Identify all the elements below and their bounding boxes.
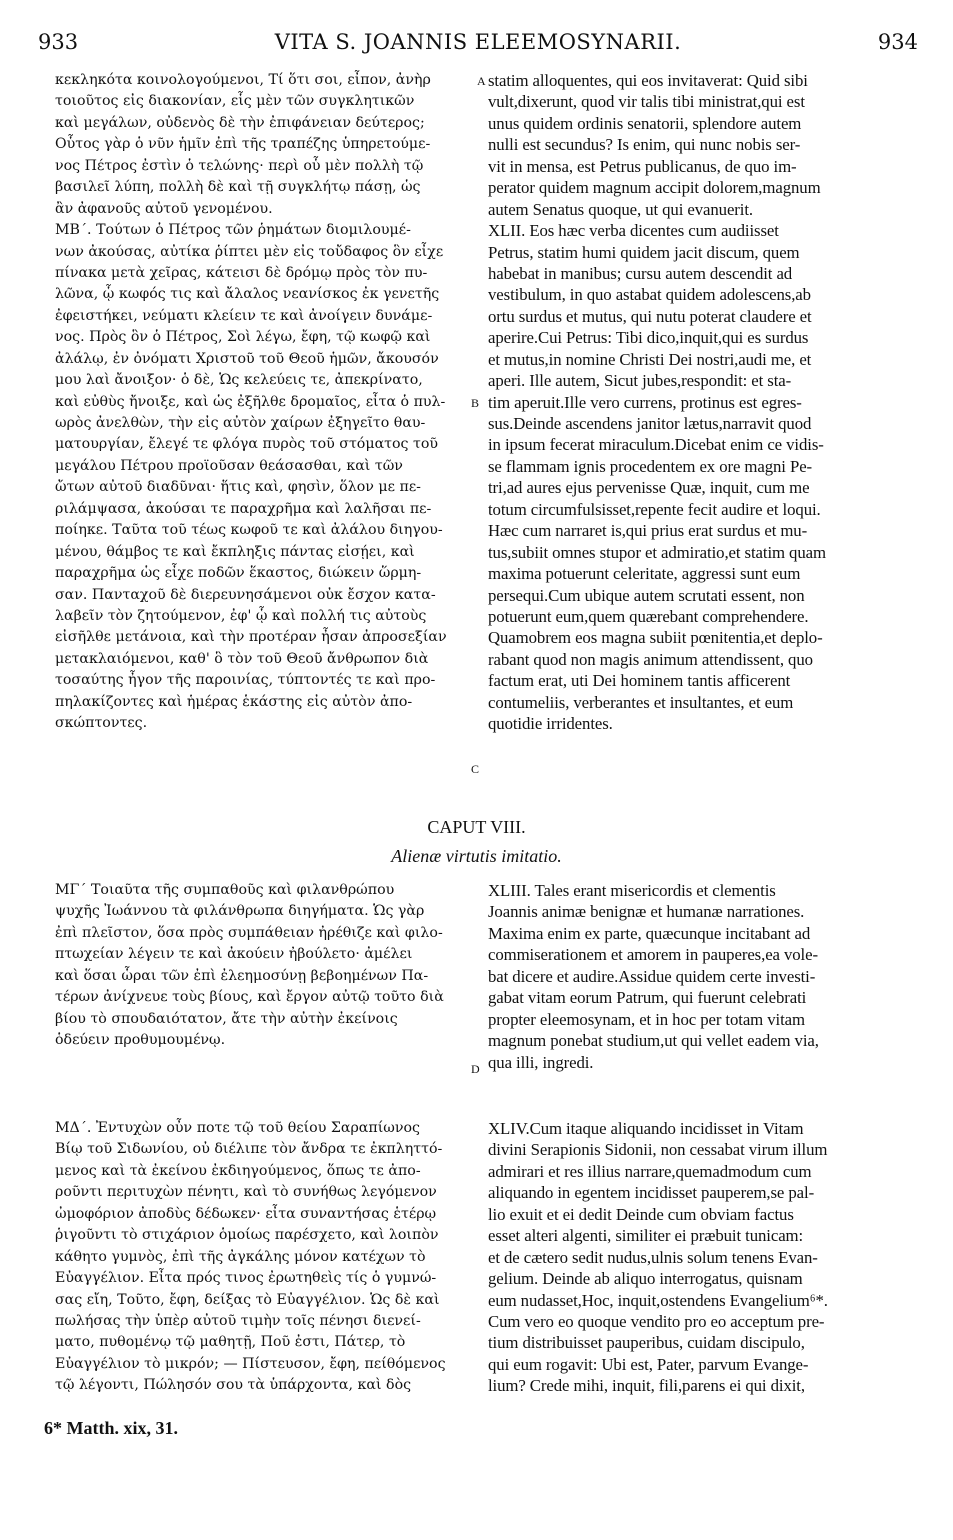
text-line: ὠμοφόριον ἀποδὺς δέδωκεν· εἶτα συναντήσας ἑτέρῳ [55, 1205, 437, 1222]
text-line: tri,ad aures ejus pervenisse Quæ, inquit, cum me [488, 478, 810, 498]
margin-marker-b: B [471, 396, 480, 410]
text-line: lio exuit et ei dedit Deinde cum obviam factus [488, 1204, 794, 1224]
text-line: ἐφειστήκει, νεύματι κλείειν τε καὶ ἀνοίγειν δυνάμε- [55, 307, 433, 324]
text-line: βίου τὸ σπουδαιότατον, ἄτε τὴν αὐτὴν ἐκείνοις [55, 1010, 398, 1027]
text-line: ῥιγοῦντι τὸ στιχάριον ὁμοίως παρέσχετο, καὶ λοιπὸν [55, 1227, 439, 1244]
text-line: qui eum rogavit: Ubi est, Pater, parvum Evange- [488, 1354, 809, 1374]
text-line: tim aperuit.Ille vero currens, protinus est egres- [488, 392, 802, 412]
text-line: tium distribuisset pauperibus, cuidam discipulo, [488, 1333, 805, 1353]
text-line: πτωχείαν λέγειν τε καὶ ἀκούειν ἠβούλετο· ἀμέλει [55, 946, 413, 963]
text-line: τοσαύτης ἦγον τῆς παροινίας, τύπτοντές τε καὶ προ- [55, 672, 436, 689]
text-line: βασιλεῖ λύπη, πολλὴ δὲ καὶ τῇ συγκλήτῳ πάσῃ, ὡς [55, 179, 421, 196]
text-line: ortu surdus et mutus, qui nutu poterat claudere et [488, 306, 812, 326]
text-line: ματο, πυθομένῳ τῷ μαθητῇ, Ποῦ ἐστι, Πάτερ, τὸ [55, 1334, 406, 1351]
text-line: εἰσῆλθε μετάνοια, καὶ τὴν προτέραν ἦσαν ἀπροσεξίαν [55, 629, 447, 646]
text-line: λαβεῖν τὸν ζητούμενον, ἐφ' ᾧ καὶ πολλή τις αὐτοὺς [55, 607, 427, 624]
text-line: magnum ponebat studium,ut qui vellet eadem via, [488, 1031, 819, 1051]
text-line: quotidie irridentes. [488, 714, 613, 734]
text-line: τοιοῦτος εἰς διακονίαν, εἷς μὲν τῶν συγκλητικῶν [55, 93, 415, 110]
text-line: ψυχῆς Ἰωάννου τὰ φιλάνθρωπα διηγήματα. Ὡς γὰρ [55, 903, 425, 920]
text-line: nulli est secundus? Is enim, qui nunc nobis ser- [488, 135, 801, 155]
text-line: ἂν ἀφανοῦς αὐτοῦ γενομένου. [55, 200, 273, 217]
text-line: ἐπὶ πλεῖστον, ὅσα πρὸς συμπάθειαν ἠρέθιζε καὶ φιλο- [55, 924, 443, 941]
text-line: habebat in manibus; cursu autem descendit ad [488, 263, 793, 283]
greek-column-top [55, 70, 475, 735]
text-line: perator quidem magnum accipit dolorem,magnum [488, 178, 821, 198]
text-line: σαν. Πανταχοῦ δὲ διερευνησάμενοι οὐκ ἔσχον κατα- [55, 586, 436, 603]
latin-column-top [488, 70, 923, 735]
text-line: καὶ μεγάλων, οὐδενὸς δὲ τὴν ἐπιφάνειαν δεύτερος; [55, 114, 425, 131]
text-line: Εὐαγγέλιον. Εἶτα πρός τινος ἐρωτηθεὶς τίς ὁ γυμνώ- [55, 1270, 437, 1287]
text-line: ὤτων αὐτοῦ διαδῦναι· ἥτις καὶ, φησὶν, ὅλον με πε- [55, 479, 421, 496]
greek-column-bottom [55, 1118, 475, 1397]
text-line: ὁδεύειν προθυμουμένῳ. [55, 1032, 226, 1049]
text-line: maxima potuerunt celeritate, aggressi sunt eum [488, 564, 801, 584]
text-line: XLIV.Cum itaque aliquando incidisset in Vitam [488, 1119, 804, 1138]
text-line: καὶ ὅσαι ὧραι τῶν ἐπὶ ἐλεημοσύνῃ βεβοημένων Πα- [55, 967, 429, 984]
text-line: Maxima enim ex parte, quæcunque incitabant ad [488, 923, 811, 943]
text-line: statim alloquentes, qui eos invitaverat: Quid sibi [488, 71, 808, 90]
text-line: ΜΒ΄. Τούτων ὁ Πέτρος τῶν ῥημάτων διομιλουμέ- [55, 222, 411, 239]
text-line: μου λαὶ ἄνοιξον· ὁ δὲ, Ὡς κελεύεις τε, ἀπεκρίνατο, [55, 372, 423, 389]
margin-marker-d: D [471, 1062, 480, 1076]
text-line: bat dicere et audire.Assidue quidem certe investi- [488, 966, 816, 986]
text-line: νος Πέτρος ἐστὶν ὁ τελώνης· περὶ οὗ μὲν πολλὴ τῷ [55, 157, 424, 174]
text-line: lium? Crede mihi, inquit, fili,parens ei qui dixit, [488, 1376, 805, 1396]
text-line: unus quidem ordinis senatorii, splendore autem [488, 113, 802, 133]
text-line: in ipsum fecerat miraculum.Dicebat enim ce vidis- [488, 435, 824, 455]
text-line: et mutus,in nomine Christi Dei nostri,audi me, et [488, 349, 812, 369]
greek-column-middle [55, 880, 475, 1052]
text-line: ΜΓ΄ Τοιαῦτα τῆς συμπαθοῦς καὶ φιλανθρώπου [55, 882, 395, 898]
text-line: μένου, θάμβος τε καὶ ἔκπληξις πάντας εἰσῄει, καὶ [55, 543, 415, 560]
text-line: Petrus, statim humi quidem jacit discum, quem [488, 242, 800, 262]
chapter-subtitle: Alienæ virtutis imitatio. [391, 846, 562, 866]
text-line: κάθητο γυμνὸς, ἐπὶ τῆς ἀγκάλης μόνον κατέχων τὸ [55, 1248, 426, 1265]
text-line: κεκληκότα κοινολογούμενοι, Τί ὅτι σοι, εἶπον, ἀνὴρ [55, 72, 431, 88]
text-line: ριλάμψασα, ἀκούσαι τε παραχρῆμα καὶ λαλῆσαι πε- [55, 500, 432, 517]
text-line: Joannis animæ benignæ et humanæ narrationes. [488, 902, 805, 922]
chapter-heading: CAPUT VIII. [427, 817, 526, 837]
text-line: XLII. Eos hæc verba dicentes cum audiisset [488, 221, 779, 241]
text-line: πίνακα μετὰ χεῖρας, κάτεισι δὲ δρόμῳ πρὸς τὸν πυ- [55, 264, 428, 281]
text-line: καὶ εὐθὺς ἤνοιξε, καὶ ὡς ἐξῆλθε δρομαῖος, εἶτα ὁ πυλ- [55, 393, 446, 410]
page-number-right: 934 [877, 30, 918, 54]
text-line: potuerunt eum,quem quærebant comprehendere. [488, 606, 809, 626]
latin-column-bottom [488, 1118, 923, 1397]
text-line: propter eleemosynam, et in hoc per totam vitam [488, 1009, 805, 1029]
text-line: ροῦντι περιτυχὼν πένητι, καὶ τὸ συνήθως λεγόμενον [55, 1184, 437, 1201]
text-line: ποίηκε. Ταῦτα τοῦ τέως κωφοῦ τε καὶ ἀλάλου διηγου- [55, 522, 443, 539]
text-line: μετακλαιόμενοι, καθ' ὃ τὸν τοῦ Θεοῦ ἄνθρωπον διὰ [55, 650, 429, 667]
text-line: μενος καὶ τὰ ἐκείνου ἐκδιηγούμενος, ὅπως τε ἀπο- [55, 1162, 421, 1179]
text-line: qua illi, ingredi. [488, 1052, 594, 1072]
footnote: 6* Matth. xix, 31. [44, 1418, 178, 1438]
text-line: et de cætero sedit nudus,ulnis solum tenens Evan- [488, 1247, 818, 1267]
text-line: commiserationem et amorem in pauperes,ea vole- [488, 945, 818, 965]
text-line: vult,dixerunt, quod vir talis tibi ministrat,qui est [488, 92, 805, 112]
text-line: πηλακίζοντες καὶ ἡμέρας ἑκάστης εἰς αὐτὸν ἀπο- [55, 693, 413, 710]
text-line: se flammam ignis procedentem ex ore magni Pe- [488, 456, 813, 476]
text-line: admirari et res illius narrare,quemadmodum cum [488, 1161, 812, 1181]
text-line: totum circumfulsisset,repente fecit audire et loqui. [488, 499, 821, 519]
latin-column-middle [488, 880, 923, 1073]
text-line: divini Serapionis Sidonii, non cessabat virum illum [488, 1140, 828, 1160]
text-line: gelium. Deinde ab aliquo interrogatus, quisnam [488, 1269, 803, 1289]
text-line: aperi. Ille autem, Sicut jubes,respondit: et sta- [488, 371, 792, 391]
text-line: aliquando in egentem incidisset pauperem,se pal- [488, 1183, 815, 1203]
text-line: sus.Deinde ascendens janitor lætus,narravit quod [488, 414, 812, 433]
text-line: νων ἀκούσας, αὐτίκα ῥίπτει μὲν εἰς τοὔδαφος ὃν εἶχε [55, 243, 444, 260]
running-header [38, 30, 918, 66]
text-line: autem Senatus quoque, ut qui evanuerit. [488, 199, 754, 219]
margin-marker-a: A [477, 74, 486, 88]
text-line: persequi.Cum ubique autem scrutati essent, non [488, 585, 805, 605]
margin-marker-c: C [471, 762, 480, 776]
text-line: Εὐαγγέλιον τὸ μικρόν; — Πίστευσον, ἔφη, πείθόμενος [55, 1355, 446, 1372]
text-line: vit in mensa, est Petrus publicanus, de quo im- [488, 156, 797, 176]
text-line: contumeliis, verberantes et insultantes, et eum [488, 692, 794, 712]
text-line: ωρὸς ἀνελθὼν, τὴν εἰς αὐτὸν χαίρων ἐξηγεῖτο θαυ- [55, 415, 426, 431]
text-line: gabat vitam eorum Patrum, qui fuerunt celebrati [488, 988, 807, 1008]
text-line: νος. Πρὸς ὃν ὁ Πέτρος, Σοὶ λέγω, ἔφη, τῷ κωφῷ καὶ [55, 329, 431, 346]
text-line: eum nudasset,Hoc, inquit,ostendens Evangelium⁶*. [488, 1290, 828, 1310]
text-line: τῷ λέγοντι, Πώλησόν σου τὰ ὑπάρχοντα, καὶ δὸς [55, 1377, 412, 1394]
text-line: παραχρῆμα ὡς εἶχε ποδῶν ἕκαστος, διώκειν ὥρμη- [55, 565, 422, 582]
text-line: tus,subiit omnes stupor et admiratio,et statim quam [488, 542, 826, 562]
running-title: VITA S. JOANNIS ELEEMOSYNARII. [274, 30, 682, 54]
page-number-left: 933 [38, 30, 79, 54]
text-line: τέρων ἀνίχνευε τοὺς βίους, καὶ ἔργον αὐτῷ τοῦτο διὰ [55, 989, 444, 1006]
text-line: σκώπτοντες. [55, 715, 148, 732]
text-line: XLIII. Tales erant misericordis et clementis [488, 881, 776, 900]
text-line: factum erat, uti Dei hominem tantis afficerent [488, 671, 791, 691]
text-line: Οὗτος γὰρ ὁ νῦν ἡμῖν ἐπὶ τῆς τραπέζης ὑπηρετούμε- [55, 136, 431, 153]
text-line: ἀλάλῳ, ἐν ὀνόματι Χριστοῦ τοῦ Θεοῦ ἡμῶν, ἄκουσόν [55, 350, 439, 367]
text-line: Hæc cum narraret is,qui prius erat surdus et mu- [488, 521, 808, 541]
text-line: rabant quod non magis animum attendissent, quo [488, 649, 813, 669]
text-line: σας εἴη, Τοῦτο, ἔφη, δείξας τὸ Εὐαγγέλιον. Ὡς δὲ καὶ [55, 1291, 440, 1308]
text-line: Cum vero eo quoque vendito pro eo acceptum pre- [488, 1311, 825, 1331]
text-line: aperire.Cui Petrus: Tibi dico,inquit,qui es surdus [488, 328, 809, 348]
text-line: Quamobrem eos magna subiit pœnitentia,et deplo- [488, 628, 823, 648]
text-line: Βίῳ τοῦ Σιδωνίου, οὐ διέλιπε τὸν ἄνδρα τε ἐκπληττό- [55, 1141, 443, 1158]
text-line: πωλήσας τὴν ὑπὲρ αὐτοῦ τιμὴν τοῖς πένησι διενεί- [55, 1312, 421, 1329]
text-line: esset alteri algenti, similiter ei præbuit tunicam: [488, 1226, 804, 1246]
text-line: μεγάλου Πέτρου προϊοῦσαν θεάσασθαι, καὶ τῶν [55, 457, 403, 474]
text-line: ματουργίαν, ἔλεγέ τε φλόγα πυρὸς τοῦ στόματος τοῦ [55, 436, 439, 453]
text-line: ΜΔ΄. Ἐντυχὼν οὖν ποτε τῷ τοῦ θείου Σαραπίωνος [55, 1120, 420, 1136]
text-line: λῶνα, ᾧ κωφός τις καὶ ἄλαλος νεανίσκος ἐκ γενετῆς [55, 286, 440, 303]
text-line: vestibulum, in quo astabat quidem adolescens,ab [488, 285, 811, 305]
